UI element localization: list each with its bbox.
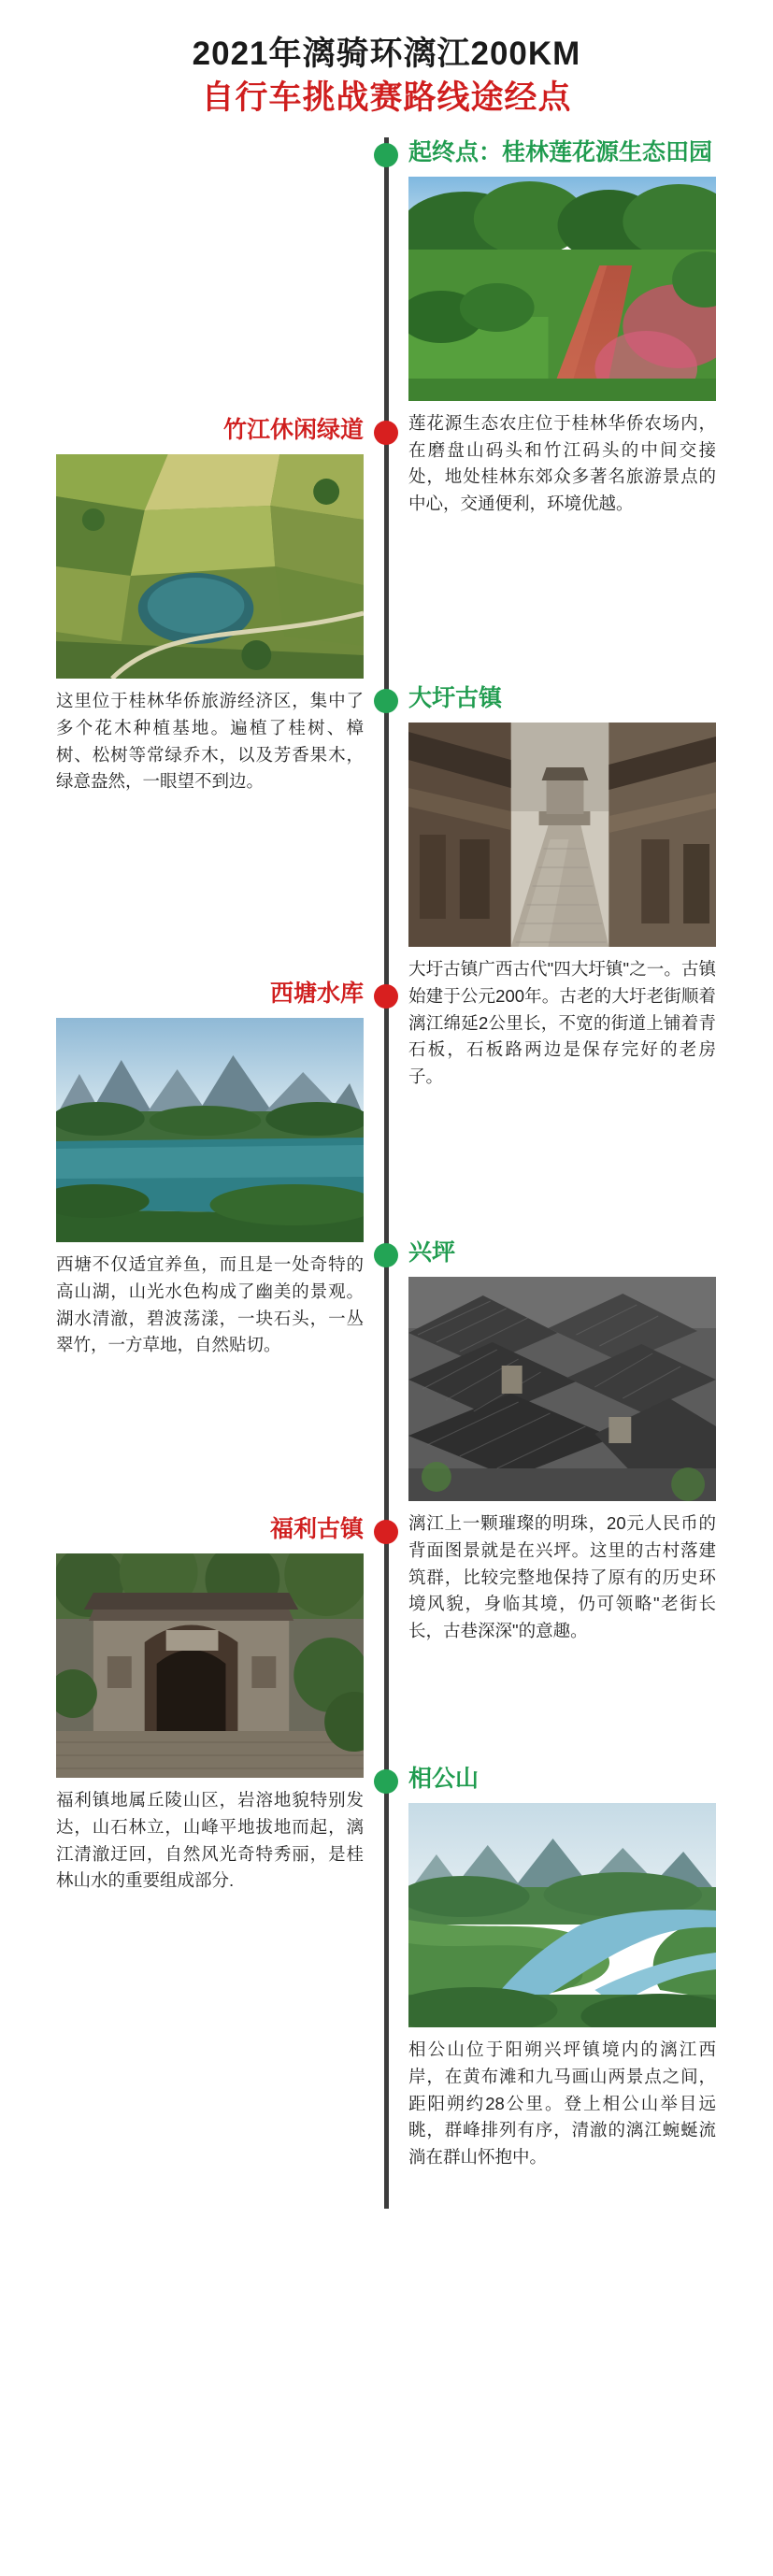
stop-photo — [408, 177, 716, 401]
stop-marker-dot[interactable] — [374, 143, 398, 167]
page-title-block — [0, 0, 773, 137]
stop-marker-dot[interactable] — [374, 1243, 398, 1267]
stop-photo — [56, 1553, 364, 1778]
stop-description: 大圩古镇广西古代"四大圩镇"之一。古镇始建于公元200年。古老的大圩老街顺着漓江绵延2公里长，不宽的街道上铺着青石板，石板路两边是保存完好的老房子。 — [408, 959, 716, 1087]
stop-photo — [408, 723, 716, 947]
stop-marker-dot[interactable] — [374, 984, 398, 1009]
timeline-stop — [0, 1764, 773, 2171]
stop-spacer — [0, 1764, 386, 2171]
stop-marker-dot[interactable] — [374, 689, 398, 713]
stop-photo — [56, 1018, 364, 1242]
stop-photo — [408, 1277, 716, 1501]
stop-description: 莲花源生态农庄位于桂林华侨农场内，在磨盘山码头和竹江码头的中间交接处，地处桂林东郊众多著名旅游景点的中心，交通便利，环境优越。 — [408, 413, 716, 514]
stop-name: 福利古镇 — [269, 1515, 364, 1542]
stop-name: 大圩古镇 — [408, 684, 503, 711]
stop-description: 西塘不仅适宜养鱼，而且是一处奇特的高山湖，山光水色构成了幽美的景观。湖水清澈，碧波荡漾，一块石头，一丛翠竹，一方草地，自然贴切。 — [56, 1254, 364, 1355]
stop-photo — [408, 1803, 716, 2027]
stop-marker-dot[interactable] — [374, 421, 398, 445]
stop-name: 兴坪 — [408, 1238, 456, 1266]
stop-content — [386, 1764, 772, 2171]
page-title-line2: 自行车挑战赛路线途经点 — [201, 79, 572, 117]
stop-description: 这里位于桂林华侨旅游经济区，集中了多个花木种植基地。遍植了桂树、樟树、松树等常绿乔木，以及芳香果木，绿意盎然，一眼望不到边。 — [56, 691, 364, 792]
stop-name: 相公山 — [408, 1765, 480, 1792]
stop-marker-dot[interactable] — [374, 1520, 398, 1544]
stop-name: 起终点：桂林莲花源生态田园 — [408, 138, 713, 165]
stop-name: 竹江休闲绿道 — [222, 416, 364, 443]
stop-description: 漓江上一颗璀璨的明珠，20元人民币的背面图景就是在兴坪。这里的古村落建筑群，比较完整地保持了原有的历史环境风貌，身临其境，仍可领略"老街长长，古巷深深"的意趣。 — [408, 1513, 716, 1641]
stop-description: 福利镇地属丘陵山区，岩溶地貌特别发达，山石林立，山峰平地拔地而起，漓江清澈迂回，自然风光奇特秀丽，是桂林山水的重要组成部分. — [56, 1790, 364, 1891]
stop-description: 相公山位于阳朔兴坪镇境内的漓江西岸，在黄布滩和九马画山两景点之间，距阳朔约28公里。登上相公山举目远眺，群峰排列有序，清澈的漓江蜿蜒流淌在群山怀抱中。 — [408, 2039, 716, 2168]
stop-name: 西塘水库 — [269, 980, 364, 1007]
page-title-line1: 2021年漓骑环漓江200KM — [192, 36, 581, 72]
stop-photo — [56, 454, 364, 679]
stop-marker-dot[interactable] — [374, 1769, 398, 1794]
route-timeline — [0, 137, 773, 2209]
